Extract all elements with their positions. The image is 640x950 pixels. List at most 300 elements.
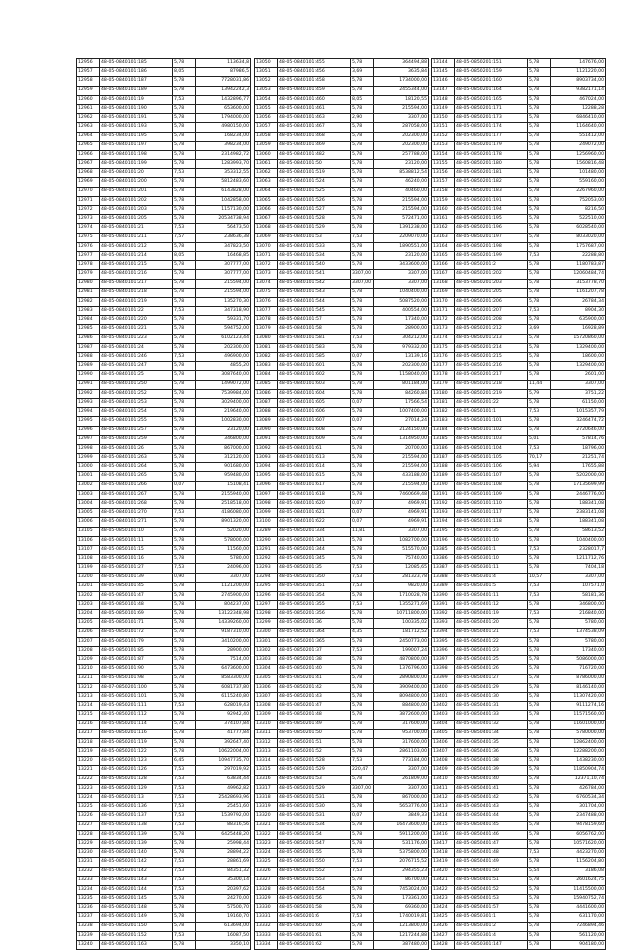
row-number-cell: 13207 (77, 637, 100, 646)
value-cell: 1156204,80 (551, 858, 606, 867)
value-cell: 1256960,00 (551, 150, 606, 159)
table-row (77, 426, 251, 435)
table-row (77, 435, 251, 444)
cadastral-number-cell: 48-05-0850401:20 (455, 619, 528, 628)
value-cell: 17655,88 (551, 463, 606, 472)
table-row (432, 325, 606, 334)
row-number-cell: 12957 (77, 68, 100, 77)
rate-cell: 7,53 (351, 564, 374, 573)
row-number-cell: 13412 (432, 794, 455, 803)
table-row (255, 325, 429, 334)
value-cell: 804237,00 (196, 601, 251, 610)
row-number-cell: 13318 (255, 794, 278, 803)
value-cell: 1082700,00 (374, 536, 429, 545)
cadastral-number-cell: 48-05-0850201:13 (100, 794, 173, 803)
rate-cell: 5,78 (528, 839, 551, 848)
cadastral-number-cell: 48-05-0850401:47 (455, 839, 528, 848)
rate-cell: 5,78 (351, 895, 374, 904)
value-cell: 1329400,00 (551, 362, 606, 371)
cadastral-number-cell: 48-05-0850201:350 (278, 573, 351, 582)
row-number-cell: 13188 (432, 463, 455, 472)
rate-cell: 5,78 (173, 729, 196, 738)
table-row (77, 665, 251, 674)
table-row (77, 628, 251, 637)
row-number-cell: 13051 (255, 68, 278, 77)
table-row (432, 628, 606, 637)
cadastral-number-cell: 48-05-0850201:207 (455, 307, 528, 316)
cadastral-number-cell: 48-05-0850201:41 (278, 674, 351, 683)
cadastral-number-cell: 48-05-0850101:85 (100, 647, 173, 656)
rate-cell: 5,78 (351, 775, 374, 784)
row-number-cell: 12961 (77, 104, 100, 113)
row-number-cell: 12992 (77, 389, 100, 398)
cadastral-number-cell: 48-05-0850101:117 (455, 509, 528, 518)
table-row (255, 178, 429, 187)
rate-cell: 5,78 (528, 711, 551, 720)
cadastral-number-cell: 48-05-0850301:1 (455, 913, 528, 922)
cadastral-number-cell: 48-05-0850301:4 (455, 931, 528, 940)
table-row (77, 536, 251, 545)
cadastral-number-cell: 48-05-0850401:48 (455, 849, 528, 858)
row-number-cell: 13087 (255, 398, 278, 407)
cadastral-number-cell: 48-05-0850401:30 (455, 692, 528, 701)
rate-cell: 5,78 (173, 435, 196, 444)
row-number-cell: 13314 (255, 757, 278, 766)
value-cell: 69360,00 (374, 904, 429, 913)
table-row (255, 748, 429, 757)
rate-cell: 5,78 (173, 215, 196, 224)
table-row (77, 647, 251, 656)
cadastral-number-cell: 48-05-0840101:186 (100, 68, 173, 77)
row-number-cell: 13307 (255, 692, 278, 701)
table-row (255, 858, 429, 867)
cadastral-number-cell: 48-05-0840101:195 (100, 132, 173, 141)
table-row (77, 454, 251, 463)
rate-cell: 7,53 (173, 867, 196, 876)
table-row (255, 215, 429, 224)
value-cell: 15940752,74 (551, 895, 606, 904)
row-number-cell: 13290 (255, 536, 278, 545)
row-number-cell: 13158 (432, 187, 455, 196)
value-cell: 3153778,70 (551, 279, 606, 288)
value-cell: 56473,50 (196, 224, 251, 233)
value-cell: 2347488,00 (551, 812, 606, 821)
value-cell: 7453024,00 (374, 885, 429, 894)
cadastral-number-cell: 48-05-0850201:173 (455, 114, 528, 123)
value-cell: 5375800,00 (374, 849, 429, 858)
rate-cell: 5,78 (351, 481, 374, 490)
rate-cell: 8,05 (173, 68, 196, 77)
table-row (77, 398, 251, 407)
table-row (77, 849, 251, 858)
value-cell: 1121200,00 (196, 582, 251, 591)
value-cell: 57500,70 (196, 904, 251, 913)
table-row (432, 555, 606, 564)
row-number-cell: 13407 (432, 748, 455, 757)
rate-cell: 5,78 (173, 297, 196, 306)
value-cell: 2314982,72 (196, 150, 251, 159)
cadastral-number-cell: 48-05-0850401:50 (455, 867, 528, 876)
row-number-cell: 13332 (255, 922, 278, 931)
table-row (432, 371, 606, 380)
cadastral-number-cell: 48-05-0840101:534 (278, 251, 351, 260)
cadastral-number-cell: 48-05-0840101:199 (100, 160, 173, 169)
row-number-cell: 12963 (77, 123, 100, 132)
value-cell: 901680,00 (196, 463, 251, 472)
row-number-cell: 13106 (77, 536, 100, 545)
cadastral-number-cell: 48-05-0850401:29 (455, 683, 528, 692)
cadastral-number-cell: 48-05-0840101:201 (100, 187, 173, 196)
rate-cell: 5,78 (528, 270, 551, 279)
cadastral-number-cell: 48-05-0850201:2 (455, 261, 528, 270)
value-cell: 3186,08 (551, 867, 606, 876)
rate-cell: 5,78 (173, 417, 196, 426)
cadastral-number-cell: 48-05-0850201:195 (455, 215, 528, 224)
cadastral-number-cell: 48-05-0850101:79 (100, 637, 173, 646)
table-row (255, 591, 429, 600)
table-row (255, 941, 429, 950)
cadastral-number-cell: 48-05-0850101:39 (100, 573, 173, 582)
value-cell: 364494,88 (374, 59, 429, 68)
value-cell: 1040400,00 (374, 288, 429, 297)
rate-cell: 5,78 (173, 941, 196, 950)
table-row (432, 160, 606, 169)
value-cell: 979332,00 (374, 343, 429, 352)
row-number-cell: 13324 (255, 849, 278, 858)
rate-cell: 5,78 (528, 398, 551, 407)
row-number-cell: 13150 (432, 114, 455, 123)
rate-cell: 5,78 (528, 619, 551, 628)
cadastral-number-cell: 48-05-0850401:26 (455, 665, 528, 674)
value-cell: 11415500,00 (551, 885, 606, 894)
row-number-cell: 13404 (432, 720, 455, 729)
value-cell: 17566,54 (374, 398, 429, 407)
rate-cell: 5,78 (351, 261, 374, 270)
row-number-cell: 12995 (77, 417, 100, 426)
table-row (77, 619, 251, 628)
cadastral-number-cell: 48-05-0840101:615 (278, 472, 351, 481)
value-cell: 215594,00 (374, 196, 429, 205)
table-row (77, 839, 251, 848)
value-cell: 4980150,00 (196, 123, 251, 132)
table-row (432, 169, 606, 178)
value-cell: 9820,00 (374, 582, 429, 591)
cadastral-number-cell: 48-05-0850101:90 (100, 665, 173, 674)
row-number-cell: 13062 (255, 169, 278, 178)
row-number-cell: 13170 (432, 297, 455, 306)
row-number-cell: 13297 (255, 601, 278, 610)
cadastral-number-cell: 48-05-0840101:540 (278, 261, 351, 270)
table-row (432, 711, 606, 720)
cadastral-number-cell: 48-05-0840101:620 (278, 500, 351, 509)
table-row (77, 325, 251, 334)
row-number-cell: 13333 (255, 931, 278, 940)
rate-cell: 5,78 (173, 150, 196, 159)
rate-cell: 5,78 (173, 325, 196, 334)
row-number-cell: 13069 (255, 233, 278, 242)
cadastral-number-cell: 48-05-0850201:126 (100, 766, 173, 775)
cadastral-number-cell: 48-05-0850201:159 (455, 68, 528, 77)
cadastral-number-cell: 48-05-0850401:33 (455, 711, 528, 720)
table-row (432, 536, 606, 545)
table-row (255, 472, 429, 481)
cadastral-number-cell: 48-05-0840101:526 (278, 196, 351, 205)
value-cell: 5087520,00 (374, 297, 429, 306)
value-cell: 3307,00 (551, 573, 606, 582)
cadastral-number-cell: 48-05-0840101:264 (100, 463, 173, 472)
cadastral-number-cell: 48-05-0840101:525 (278, 187, 351, 196)
table-row (77, 353, 251, 362)
value-cell: 3307,00 (196, 573, 251, 582)
row-number-cell: 13415 (432, 821, 455, 830)
cadastral-number-cell: 48-05-0850201:152 (100, 931, 173, 940)
row-number-cell: 13213 (77, 692, 100, 701)
cadastral-number-cell: 48-05-0850401:45 (455, 821, 528, 830)
rate-cell: 5,78 (528, 674, 551, 683)
value-cell: 202300,00 (374, 132, 429, 141)
cadastral-number-cell: 48-05-0850401:19 (455, 610, 528, 619)
row-number-cell: 13233 (77, 876, 100, 885)
value-cell: 3307,00 (374, 527, 429, 536)
cadastral-number-cell: 48-05-0840101:585 (278, 353, 351, 362)
rate-cell: 7,53 (351, 233, 374, 242)
cadastral-number-cell: 48-05-0850101:101 (455, 417, 528, 426)
cadastral-number-cell: 48-05-0850201:198 (455, 242, 528, 251)
value-cell: 6056762,00 (551, 830, 606, 839)
row-number-cell: 13066 (255, 206, 278, 215)
cadastral-number-cell: 48-05-0840101:211 (100, 233, 173, 242)
rate-cell: 5,78 (528, 564, 551, 573)
value-cell: 2267960,00 (551, 187, 606, 196)
cadastral-number-cell: 48-05-0840101:221 (100, 325, 173, 334)
rate-cell: 5,78 (528, 794, 551, 803)
value-cell: 58613,52 (551, 527, 606, 536)
rate-cell: 5,78 (351, 591, 374, 600)
data-table-right (431, 58, 606, 950)
value-cell: 188341,08 (551, 500, 606, 509)
value-cell: 22288,80 (551, 251, 606, 260)
row-number-cell: 13424 (432, 904, 455, 913)
row-number-cell: 13214 (77, 702, 100, 711)
rate-cell: 5,78 (351, 876, 374, 885)
table-row (432, 77, 606, 86)
value-cell: 10622004,00 (196, 748, 251, 757)
value-cell: 13942242,3 (196, 86, 251, 95)
cadastral-number-cell: 48-05-0840101:456 (278, 68, 351, 77)
row-number-cell: 13293 (255, 564, 278, 573)
rate-cell: 5,78 (173, 904, 196, 913)
cadastral-number-cell: 48-05-0840101:218 (100, 288, 173, 297)
value-cell: 24096,00 (196, 564, 251, 573)
cadastral-number-cell: 48-05-0850401:51 (455, 876, 528, 885)
row-number-cell: 13223 (77, 784, 100, 793)
row-number-cell: 13216 (77, 720, 100, 729)
rate-cell: 5,78 (528, 895, 551, 904)
rate-cell: 5,78 (351, 794, 374, 803)
rate-cell: 5,78 (173, 720, 196, 729)
value-cell: 61150,00 (551, 398, 606, 407)
row-number-cell: 13322 (255, 830, 278, 839)
value-cell: 11560,00 (196, 545, 251, 554)
cadastral-number-cell: 48-05-0850201:529 (278, 766, 351, 775)
value-cell: 20534738,94 (196, 215, 251, 224)
table-row (255, 922, 429, 931)
table-row (432, 353, 606, 362)
table-row (432, 307, 606, 316)
row-number-cell: 13191 (432, 490, 455, 499)
rate-cell: 7,57 (173, 233, 196, 242)
table-row (255, 104, 429, 113)
value-cell: 4186080,00 (196, 509, 251, 518)
value-cell: 1560816,48 (551, 160, 606, 169)
row-number-cell: 13195 (432, 527, 455, 536)
table-row (255, 518, 429, 527)
cadastral-number-cell: 48-05-0840101:253 (100, 398, 173, 407)
cadastral-number-cell: 48-05-0850201:151 (455, 59, 528, 68)
value-cell: 49962,82 (196, 784, 251, 793)
rate-cell: 7,53 (528, 628, 551, 637)
value-cell: 261809,00 (374, 775, 429, 784)
rate-cell: 5,78 (173, 160, 196, 169)
rate-cell: 7,53 (173, 794, 196, 803)
value-cell: 1121220,00 (551, 68, 606, 77)
cadastral-number-cell: 48-05-0850401:43 (455, 803, 528, 812)
row-number-cell: 13193 (432, 509, 455, 518)
cadastral-number-cell: 48-05-0850201:208 (455, 316, 528, 325)
row-number-cell: 13153 (432, 141, 455, 150)
table-row (77, 858, 251, 867)
rate-cell: 5,78 (528, 941, 551, 950)
cadastral-number-cell: 48-05-0840101:250 (100, 380, 173, 389)
value-cell: 10947735,70 (196, 757, 251, 766)
cadastral-number-cell: 48-05-0850201:47 (278, 702, 351, 711)
cadastral-number-cell: 48-05-0850201:36 (278, 619, 351, 628)
cadastral-number-cell: 48-05-0840101:267 (100, 490, 173, 499)
row-number-cell: 13240 (77, 941, 100, 950)
cadastral-number-cell: 48-05-0850201:122 (100, 748, 173, 757)
rate-cell: 5,78 (173, 922, 196, 931)
value-cell: 2745900,00 (196, 591, 251, 600)
row-number-cell: 13238 (77, 922, 100, 931)
row-number-cell: 13080 (255, 334, 278, 343)
cadastral-number-cell: 48-05-0850201:56 (278, 895, 351, 904)
value-cell: 1374538,09 (551, 628, 606, 637)
value-cell: 317600,00 (374, 720, 429, 729)
cadastral-number-cell: 48-05-0840101:459 (278, 86, 351, 95)
cadastral-number-cell: 48-05-0840101:461 (278, 104, 351, 113)
row-number-cell: 13079 (255, 325, 278, 334)
rate-cell: 5,78 (173, 426, 196, 435)
value-cell: 16473600,00 (374, 821, 429, 830)
table-row (432, 683, 606, 692)
cadastral-number-cell: 48-05-0840101:216 (100, 270, 173, 279)
value-cell: 2383141,08 (551, 509, 606, 518)
rate-cell: 5,78 (173, 123, 196, 132)
value-cell: 1213800,00 (374, 922, 429, 931)
rate-cell: 5,78 (351, 849, 374, 858)
table-row (432, 637, 606, 646)
row-number-cell: 13405 (432, 729, 455, 738)
value-cell: 8216,50 (551, 206, 606, 215)
row-number-cell: 13203 (77, 601, 100, 610)
value-cell: 5653776,00 (374, 803, 429, 812)
value-cell: 12288200,00 (551, 748, 606, 757)
cadastral-number-cell: 48-05-0850301:10 (455, 555, 528, 564)
rate-cell: 5,78 (528, 876, 551, 885)
value-cell: 20397,62 (196, 885, 251, 894)
row-number-cell: 13056 (255, 114, 278, 123)
table-row (77, 591, 251, 600)
row-number-cell: 13414 (432, 812, 455, 821)
row-number-cell: 13224 (77, 794, 100, 803)
rate-cell: 5,78 (528, 206, 551, 215)
cadastral-number-cell: 48-05-0840101:519 (278, 169, 351, 178)
row-number-cell: 13395 (432, 637, 455, 646)
rate-cell: 5,78 (351, 463, 374, 472)
table-row (432, 665, 606, 674)
value-cell: 86700,00 (374, 876, 429, 885)
row-number-cell: 13209 (77, 656, 100, 665)
cadastral-number-cell: 48-05-0850201:112 (100, 711, 173, 720)
row-number-cell: 13428 (432, 941, 455, 950)
table-row (255, 867, 429, 876)
rate-cell: 3,69 (351, 68, 374, 77)
row-number-cell: 12971 (77, 196, 100, 205)
cadastral-number-cell: 48-05-0850201:42 (278, 683, 351, 692)
value-cell: 215594,00 (374, 206, 429, 215)
row-number-cell: 13217 (77, 729, 100, 738)
row-number-cell: 13105 (77, 527, 100, 536)
row-number-cell: 13071 (255, 251, 278, 260)
row-number-cell: 13050 (255, 59, 278, 68)
rate-cell: 5,78 (173, 849, 196, 858)
table-row (77, 297, 251, 306)
row-number-cell: 13070 (255, 242, 278, 251)
table-row (77, 141, 251, 150)
rate-cell: 7,53 (351, 601, 374, 610)
table-row (77, 343, 251, 352)
value-cell: 635900,00 (551, 316, 606, 325)
value-cell: 12371,10,74 (551, 775, 606, 784)
value-cell: 181712,52 (374, 628, 429, 637)
cadastral-number-cell: 48-05-0850101:108 (455, 481, 528, 490)
row-number-cell: 13076 (255, 297, 278, 306)
row-number-cell: 13181 (432, 398, 455, 407)
table-row (432, 114, 606, 123)
row-number-cell: 13225 (77, 803, 100, 812)
table-row (255, 647, 429, 656)
value-cell: 5780,00 (551, 637, 606, 646)
table-row (255, 821, 429, 830)
cadastral-number-cell: 48-05-0850201:356 (278, 610, 351, 619)
cadastral-number-cell: 48-05-0850401:40 (455, 775, 528, 784)
table-row (432, 867, 606, 876)
rate-cell: 5,78 (528, 178, 551, 187)
value-cell: 1161207,78 (551, 288, 606, 297)
row-number-cell: 13302 (255, 647, 278, 656)
cadastral-number-cell: 48-05-0850201:144 (100, 885, 173, 894)
value-cell: 3307,00 (374, 279, 429, 288)
table-row (77, 86, 251, 95)
row-number-cell: 13164 (432, 242, 455, 251)
table-row (432, 141, 606, 150)
value-cell: 1355271,69 (374, 601, 429, 610)
value-cell: 16928,89 (551, 325, 606, 334)
rate-cell: 5,78 (528, 196, 551, 205)
table-row (255, 784, 429, 793)
table-row (432, 766, 606, 775)
row-number-cell: 12988 (77, 353, 100, 362)
